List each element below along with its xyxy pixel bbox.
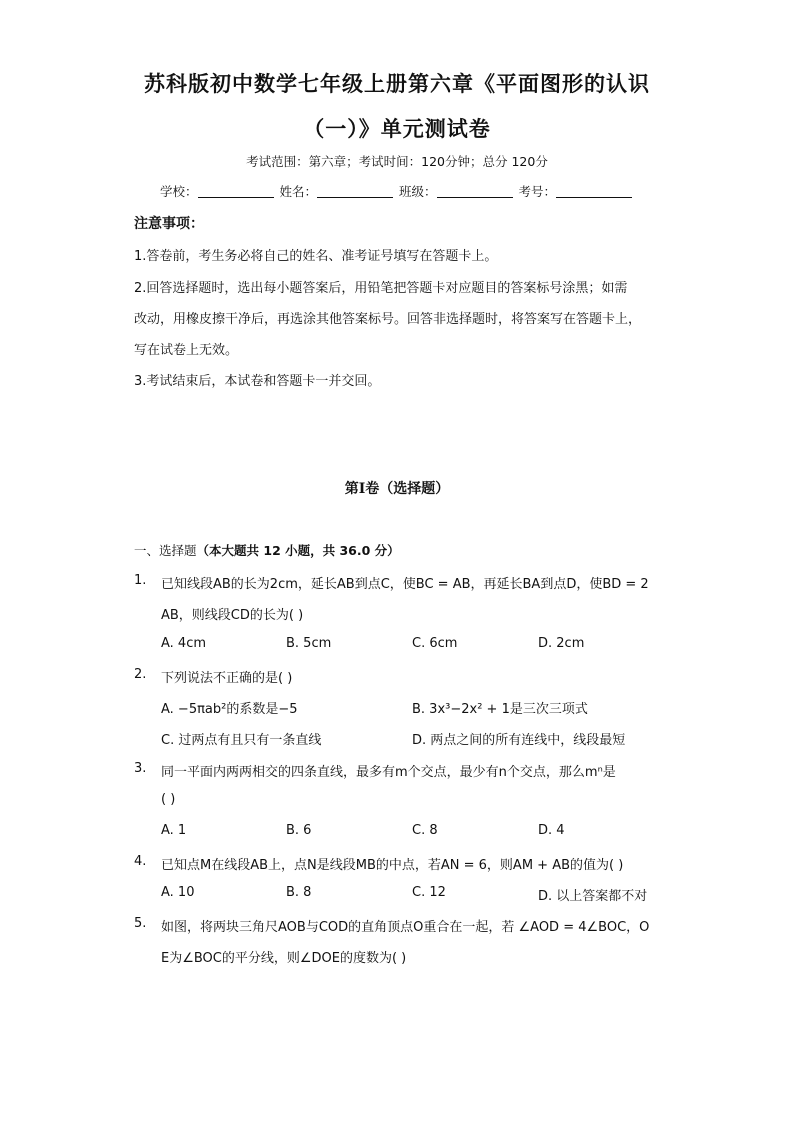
exam-title-line1: 苏科版初中数学七年级上册第六章《平面图形的认识 — [144, 71, 650, 96]
question-text-line1: 已知线段AB的长为2cm，延长AB到点C，使BC = AB，再延长BA到点D，使BD = 2 — [161, 577, 649, 592]
q2-option-a[interactable]: A. −5πab²的系数是−5 — [161, 702, 298, 717]
q4-option-b[interactable]: B. 8 — [286, 885, 312, 900]
q2-option-d[interactable]: D. 两点之间的所有连线中，线段最短 — [412, 733, 626, 748]
field-class-label: 班级： — [399, 184, 437, 199]
part-title: 第Ⅰ卷（选择题） — [344, 481, 450, 497]
note-2-line2: 改动，用橡皮擦干净后，再选涂其他答案标号。回答非选择题时，将答案写在答题卡上， — [134, 312, 642, 327]
note-1: 1.答卷前，考生务必将自己的姓名、准考证号填写在答题卡上。 — [134, 249, 498, 264]
question-number: 3. — [134, 761, 147, 776]
q4-option-c[interactable]: C. 12 — [412, 885, 446, 900]
note-3: 3.考试结束后，本试卷和答题卡一并交回。 — [134, 374, 381, 389]
number-blank — [556, 197, 632, 198]
field-school-label: 学校： — [160, 184, 198, 199]
q4-option-d[interactable]: D. 以上答案都不对 — [538, 889, 648, 904]
question-number: 2. — [134, 667, 147, 682]
q1-option-c[interactable]: C. 6cm — [412, 636, 458, 651]
q3-option-c[interactable]: C. 8 — [412, 823, 438, 838]
q4-option-a[interactable]: A. 10 — [161, 885, 195, 900]
section-prefix: 一、选择题 — [134, 543, 197, 558]
school-blank — [198, 197, 274, 198]
question-text-line2: E为∠BOC的平分线，则∠DOE的度数为( ) — [161, 951, 407, 966]
student-fields — [160, 182, 634, 200]
question-text-line2: AB，则线段CD的长为( ) — [161, 608, 304, 623]
question-number: 5. — [134, 916, 147, 931]
field-name-label: 姓名： — [279, 184, 318, 199]
field-number-label: 考号： — [518, 184, 557, 199]
note-2-line3: 写在试卷上无效。 — [134, 343, 239, 358]
q2-option-c[interactable]: C. 过两点有且只有一条直线 — [161, 733, 322, 748]
question-text-line1: 已知点M在线段AB上，点N是线段MB的中点，若AN = 6，则AM + AB的值为( ) — [161, 858, 624, 873]
exam-title-line2: （一）》单元测试卷 — [303, 116, 491, 141]
question-text-line2: ( ) — [161, 792, 176, 807]
notes-heading: 注意事项： — [134, 216, 204, 232]
name-blank — [317, 197, 393, 198]
question-number: 1. — [134, 573, 147, 588]
question-number: 4. — [134, 854, 147, 869]
q2-option-b[interactable]: B. 3x³−2x² + 1是三次三项式 — [412, 702, 588, 717]
q3-option-a[interactable]: A. 1 — [161, 823, 187, 838]
q1-option-d[interactable]: D. 2cm — [538, 636, 585, 651]
question-text-line1: 如图，将两块三角尺AOB与COD的直角顶点O重合在一起，若 ∠AOD = 4∠BOC，O — [161, 920, 650, 935]
class-blank — [437, 197, 513, 198]
q1-option-b[interactable]: B. 5cm — [286, 636, 332, 651]
question-text-line1: 同一平面内两两相交的四条直线，最多有m个交点，最少有n个交点，那么mⁿ是 — [161, 765, 616, 780]
section-heading — [134, 541, 400, 559]
q3-option-d[interactable]: D. 4 — [538, 823, 565, 838]
note-2-line1: 2.回答选择题时，选出每小题答案后，用铅笔把答题卡对应题目的答案标号涂黑；如需 — [134, 281, 628, 296]
exam-info: 考试范围：第六章；考试时间：120分钟；总分 120分 — [246, 154, 548, 169]
q3-option-b[interactable]: B. 6 — [286, 823, 312, 838]
section-detail: （本大题共 12 小题，共 36.0 分） — [196, 543, 400, 558]
question-text-line1: 下列说法不正确的是( ) — [161, 671, 293, 686]
q1-option-a[interactable]: A. 4cm — [161, 636, 207, 651]
